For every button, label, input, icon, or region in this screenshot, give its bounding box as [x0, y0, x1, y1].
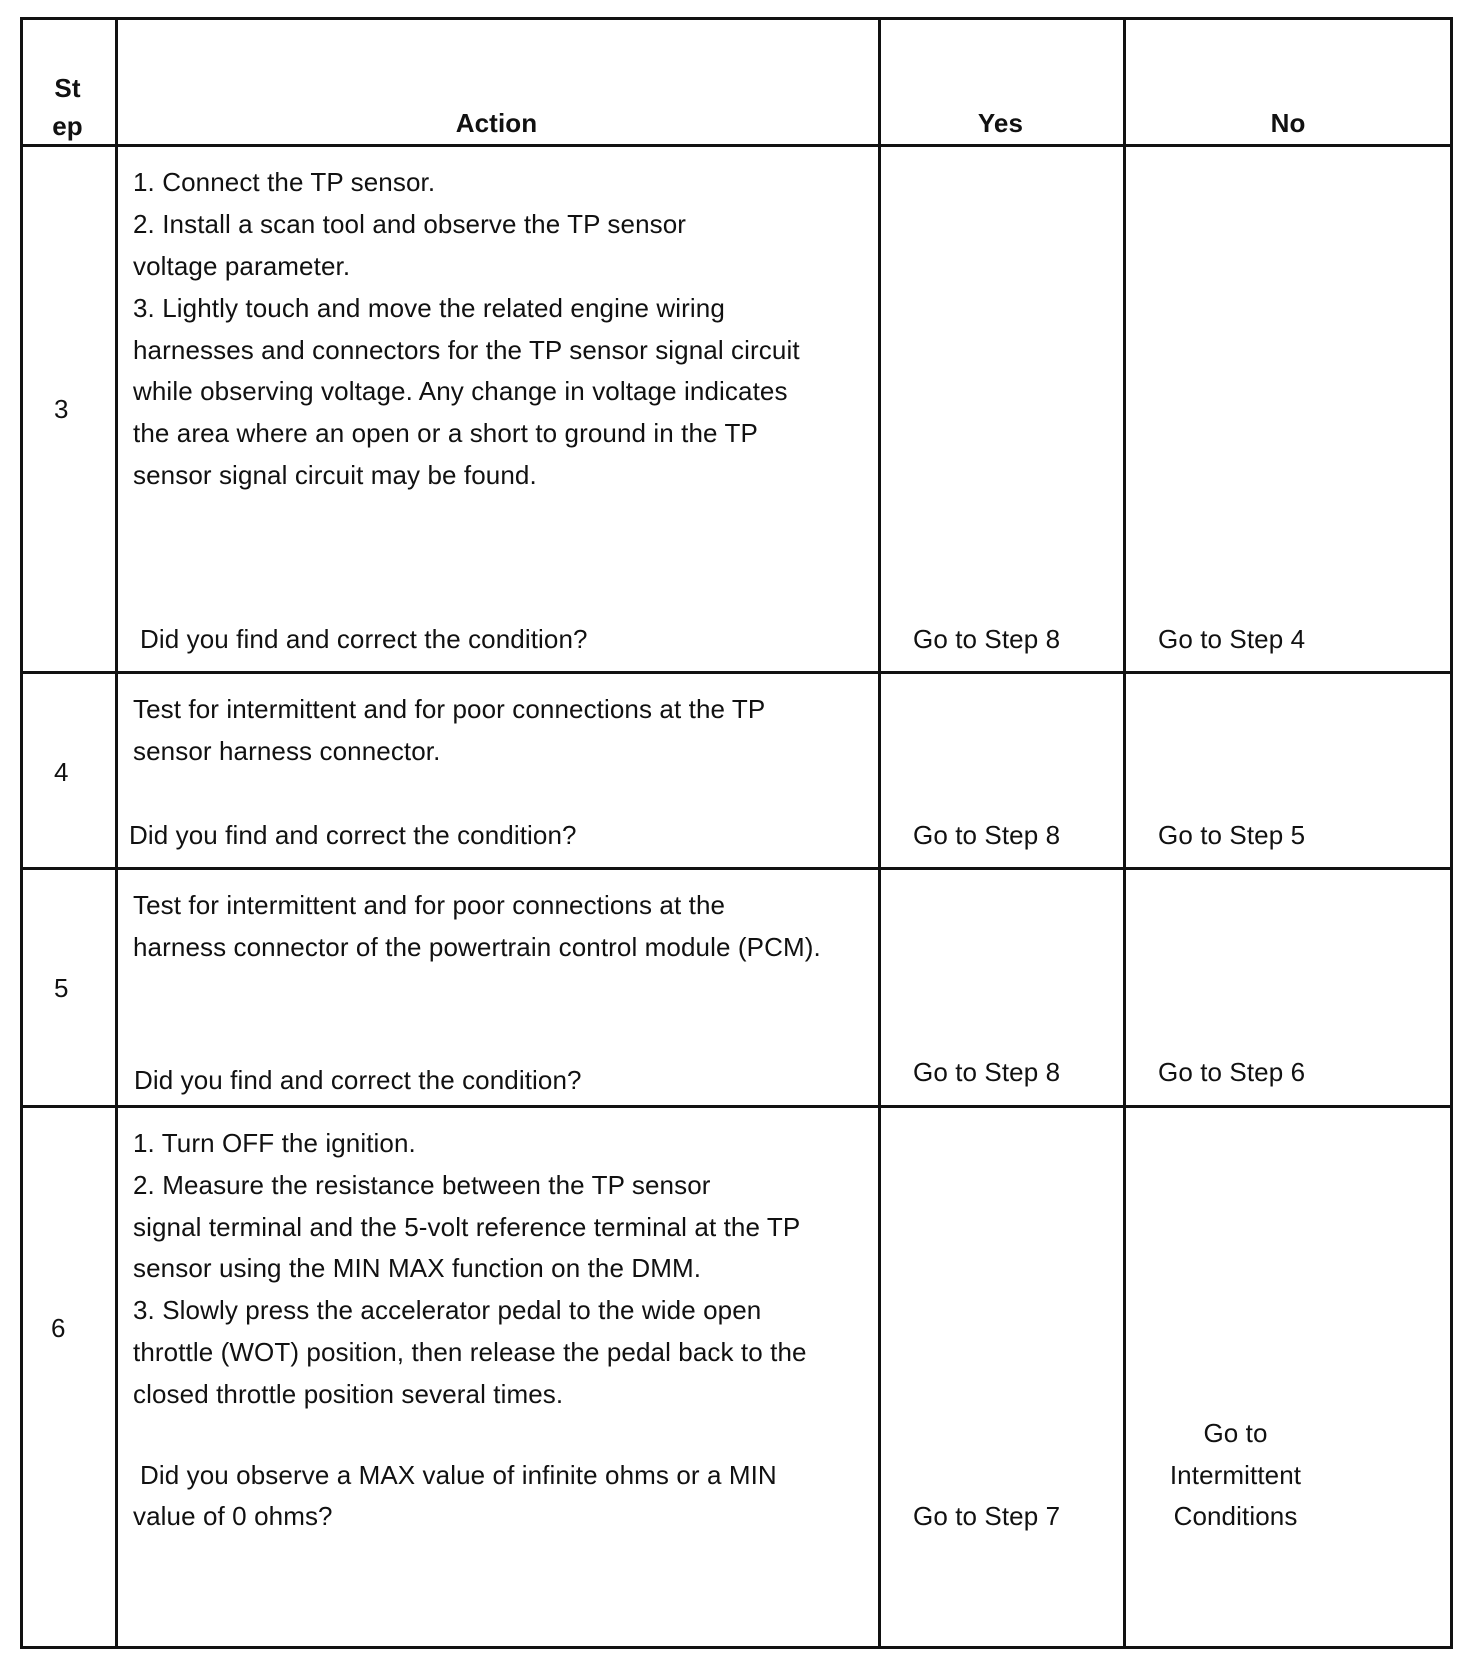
action-question: Did you find and correct the condition? [134, 1065, 582, 1095]
action-line: 1. Turn OFF the ignition. [133, 1128, 416, 1158]
row-divider-5-6 [20, 1105, 1453, 1108]
action-question: Did you find and correct the condition? [140, 624, 588, 654]
action-line: Test for intermittent and for poor connections at the [133, 890, 726, 920]
yes-result: Go to Step 7 [913, 1501, 1061, 1531]
step-number: 4 [54, 757, 69, 787]
action-line: harnesses and connectors for the TP sensor signal circuit [133, 335, 800, 365]
action-line: 2. Measure the resistance between the TP sensor [133, 1170, 711, 1200]
step-number: 6 [51, 1313, 66, 1343]
action-line: sensor signal circuit may be found. [133, 460, 537, 490]
action-line: throttle (WOT) position, then release the pedal back to the [133, 1337, 807, 1367]
table-border-bottom [20, 1646, 1453, 1649]
action-line: while observing voltage. Any change in voltage indicates [133, 376, 788, 406]
header-yes: Yes [977, 108, 1024, 138]
yes-result: Go to Step 8 [913, 624, 1061, 654]
column-divider-yes-no [1123, 17, 1126, 1649]
header-step-line2: ep [52, 111, 83, 141]
table-border-left [20, 17, 23, 1649]
table-border-right [1450, 17, 1453, 1649]
action-line: sensor harness connector. [133, 736, 441, 766]
action-line: harness connector of the powertrain control module (PCM). [133, 932, 821, 962]
action-line: 3. Slowly press the accelerator pedal to the wide open [133, 1295, 762, 1325]
step-number: 3 [54, 394, 69, 424]
table-border-top [20, 17, 1453, 20]
action-line: sensor using the MIN MAX function on the DMM. [133, 1253, 702, 1283]
action-question: Did you find and correct the condition? [129, 820, 577, 850]
no-result: Go to Step 5 [1158, 820, 1306, 850]
column-divider-step-action [115, 17, 118, 1649]
action-line: voltage parameter. [133, 251, 351, 281]
action-line: 1. Connect the TP sensor. [133, 167, 436, 197]
step-number: 5 [54, 973, 69, 1003]
no-result: Go to [1203, 1418, 1268, 1448]
no-result: Intermittent [1169, 1460, 1302, 1490]
action-question: value of 0 ohms? [133, 1501, 333, 1531]
header-action: Action [455, 108, 538, 138]
no-result: Conditions [1173, 1501, 1298, 1531]
action-line: the area where an open or a short to ground in the TP [133, 418, 758, 448]
action-line: 3. Lightly touch and move the related engine wiring [133, 293, 725, 323]
action-line: closed throttle position several times. [133, 1379, 564, 1409]
row-divider-3-4 [20, 671, 1453, 674]
row-divider-4-5 [20, 867, 1453, 870]
header-step-line1: St [54, 73, 81, 103]
no-result: Go to Step 6 [1158, 1057, 1306, 1087]
column-divider-action-yes [878, 17, 881, 1649]
action-line: 2. Install a scan tool and observe the TP sensor [133, 209, 687, 239]
diagnostic-table [20, 17, 1453, 1649]
yes-result: Go to Step 8 [913, 1057, 1061, 1087]
header-no: No [1270, 108, 1306, 138]
no-result: Go to Step 4 [1158, 624, 1306, 654]
action-line: Test for intermittent and for poor connections at the TP [133, 694, 766, 724]
action-question: Did you observe a MAX value of infinite ohms or a MIN [140, 1460, 777, 1490]
action-line: signal terminal and the 5-volt reference terminal at the TP [133, 1212, 801, 1242]
yes-result: Go to Step 8 [913, 820, 1061, 850]
